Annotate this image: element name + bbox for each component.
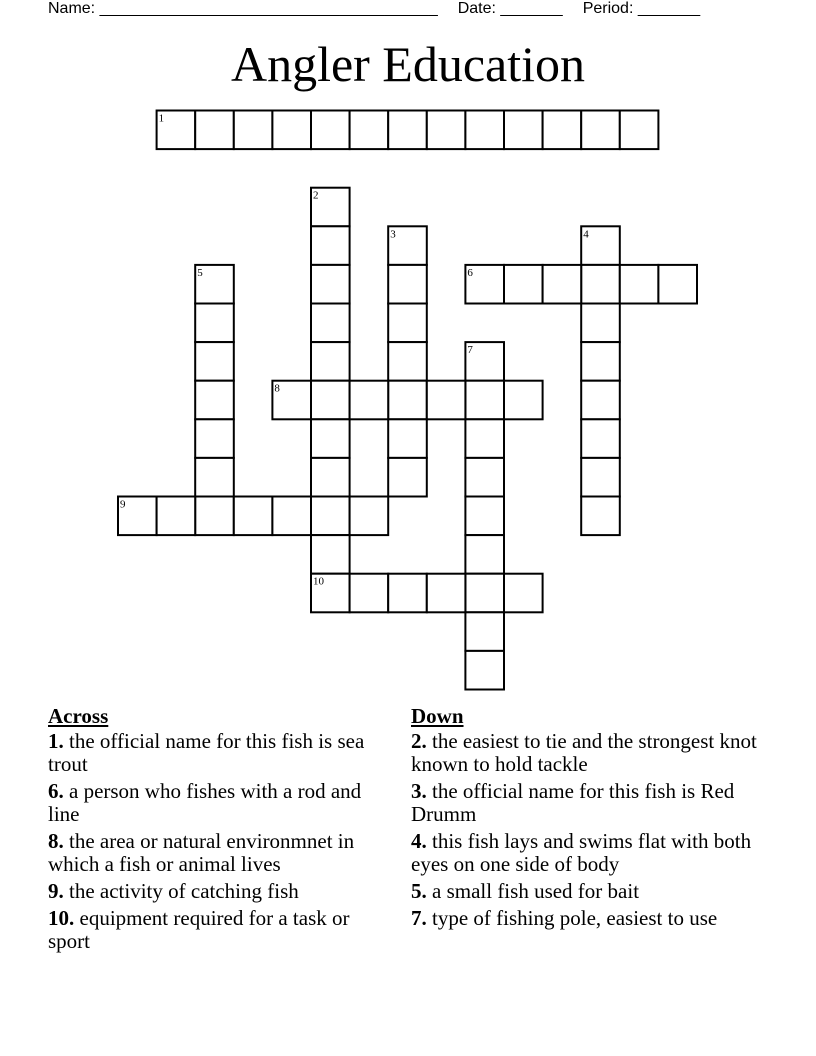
grid-cell[interactable] [581, 304, 620, 343]
grid-cell[interactable] [157, 497, 196, 536]
clue-number: 7 [467, 344, 473, 357]
grid-cell[interactable] [620, 265, 659, 304]
grid-cell[interactable] [234, 111, 273, 150]
name-field[interactable]: Name: ______________________________________ [48, 0, 438, 17]
down-clue: 3. the official name for this fish is Red Drumm [411, 779, 735, 826]
down-clue: 7. type of fishing pole, easiest to use [411, 906, 718, 930]
grid-cell[interactable] [350, 497, 389, 536]
grid-cell[interactable] [465, 497, 504, 536]
grid-cell[interactable] [311, 458, 350, 497]
clue-number: 10 [313, 575, 324, 588]
grid-cell[interactable] [311, 226, 350, 265]
across-clue: 10. equipment required for a task or sport [48, 906, 350, 953]
down-clue: 2. the easiest to tie and the strongest knot known to hold tackle [411, 729, 757, 776]
grid-cell[interactable] [388, 458, 427, 497]
grid-cell[interactable] [388, 304, 427, 343]
clue-number: 3 [390, 228, 396, 241]
down-clue: 4. this fish lays and swims flat with both eyes on one side of body [411, 829, 752, 876]
grid-cell[interactable] [465, 651, 504, 690]
grid-cell[interactable] [388, 111, 427, 150]
grid-cell[interactable] [272, 497, 311, 536]
grid-cell[interactable] [388, 419, 427, 458]
clue-number: 8 [274, 382, 280, 395]
grid-cell[interactable] [350, 574, 389, 613]
grid-cell[interactable] [581, 342, 620, 381]
grid-cell[interactable] [504, 111, 543, 150]
grid-cell[interactable] [311, 381, 350, 420]
grid-cell[interactable] [272, 111, 311, 150]
grid-cell[interactable] [658, 265, 697, 304]
grid-cell[interactable] [465, 535, 504, 574]
grid-cell[interactable] [581, 381, 620, 420]
clue-number: 9 [120, 498, 126, 511]
grid-cell[interactable] [620, 111, 659, 150]
grid-cell[interactable] [311, 304, 350, 343]
grid-cell[interactable] [465, 574, 504, 613]
grid-cell[interactable] [311, 265, 350, 304]
grid-cell[interactable] [388, 342, 427, 381]
grid-cell[interactable] [350, 111, 389, 150]
across-clue: 1. the official name for this fish is sea trout [48, 729, 365, 776]
grid-cell[interactable] [465, 612, 504, 651]
grid-cell[interactable] [388, 381, 427, 420]
grid-cell[interactable] [543, 111, 582, 150]
grid-cell[interactable] [388, 574, 427, 613]
across-clues [48, 703, 388, 957]
date-field[interactable]: Date: _______ [457, 0, 563, 17]
down-clue: 5. a small fish used for bait [411, 879, 640, 903]
grid-cell[interactable] [311, 535, 350, 574]
grid-cell[interactable] [388, 265, 427, 304]
across-heading: Across [48, 704, 109, 728]
grid-cell[interactable] [195, 342, 234, 381]
clue-number: 4 [583, 228, 589, 241]
grid-cell[interactable] [195, 419, 234, 458]
clue-number: 2 [313, 189, 319, 202]
across-clue: 8. the area or natural environmnet in which a fish or animal lives [48, 829, 355, 876]
across-clue: 6. a person who fishes with a rod and line [48, 779, 362, 826]
grid-cell[interactable] [311, 419, 350, 458]
grid-cell[interactable] [195, 111, 234, 150]
period-field[interactable]: Period: _______ [582, 0, 701, 17]
grid-cell[interactable] [465, 111, 504, 150]
grid-cell[interactable] [234, 497, 273, 536]
grid-cell[interactable] [581, 265, 620, 304]
grid-cell[interactable] [427, 574, 466, 613]
page-title: Angler Education [230, 36, 586, 92]
clue-number: 1 [158, 112, 165, 125]
down-clues [411, 703, 771, 934]
grid-cell[interactable] [311, 111, 350, 150]
across-clue: 9. the activity of catching fish [48, 879, 299, 903]
grid-cell[interactable] [311, 497, 350, 536]
clue-number: 6 [467, 266, 473, 279]
grid-cell[interactable] [465, 458, 504, 497]
grid-cell[interactable] [311, 342, 350, 381]
down-heading: Down [411, 704, 464, 728]
grid-cell[interactable] [195, 381, 234, 420]
grid-cell[interactable] [581, 458, 620, 497]
grid-cell[interactable] [581, 111, 620, 150]
grid-cell[interactable] [581, 497, 620, 536]
grid-cell[interactable] [504, 381, 543, 420]
grid-cell[interactable] [195, 304, 234, 343]
grid-cell[interactable] [350, 381, 389, 420]
grid-cell[interactable] [195, 497, 234, 536]
grid-cell[interactable] [195, 458, 234, 497]
grid-cell[interactable] [427, 111, 466, 150]
grid-cell[interactable] [504, 574, 543, 613]
grid-cell[interactable] [504, 265, 543, 304]
grid-cell[interactable] [543, 265, 582, 304]
grid-cell[interactable] [427, 381, 466, 420]
clue-number: 5 [197, 266, 203, 279]
grid-cell[interactable] [581, 419, 620, 458]
grid-cell[interactable] [465, 419, 504, 458]
grid-cell[interactable] [465, 381, 504, 420]
